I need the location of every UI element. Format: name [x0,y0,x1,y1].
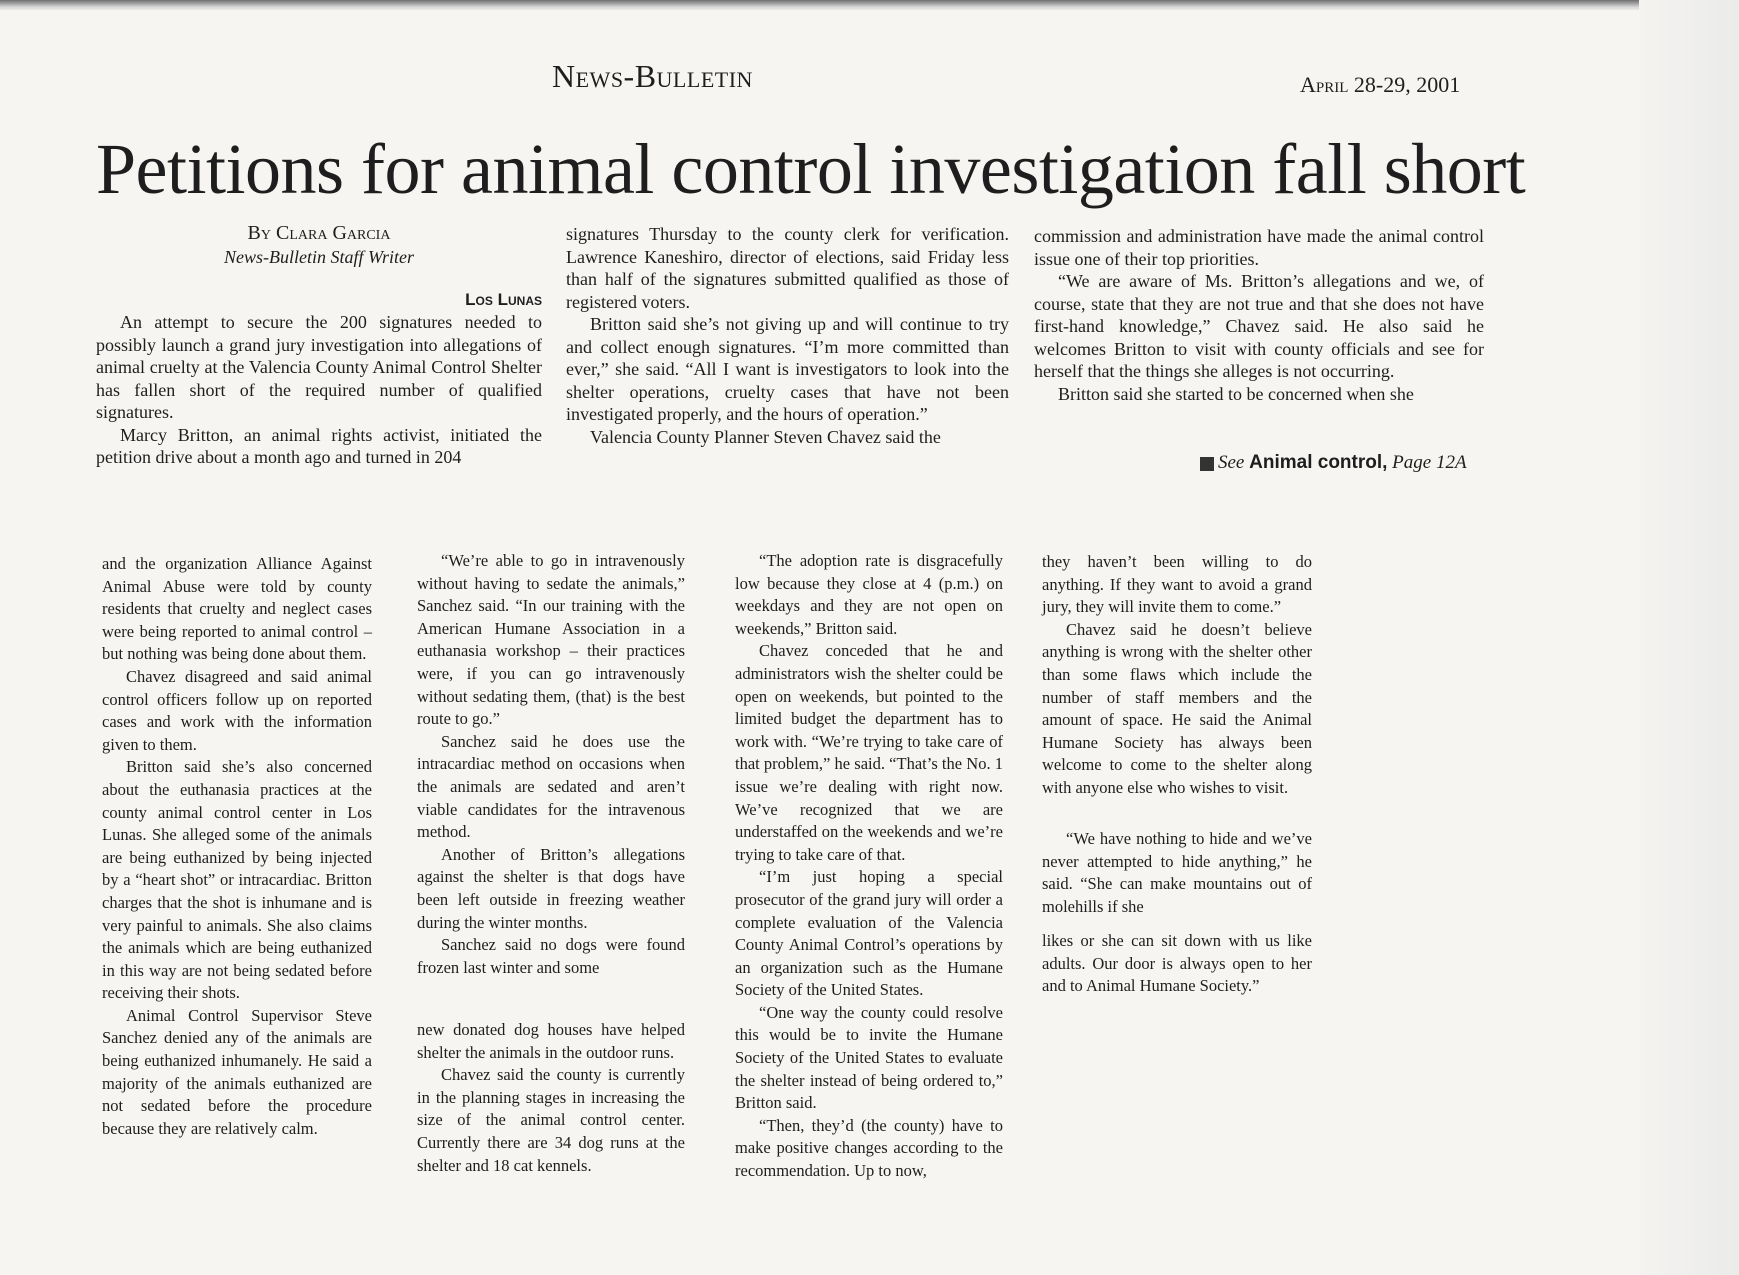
issue-date: April 28-29, 2001 [1300,72,1461,97]
lower-column-2-continued [417,1019,685,1177]
paragraph: “The adoption rate is disgracefully low because they close at 4 (p.m.) on weekdays and they are not open on weekends,” Britton said. [735,551,1003,638]
paragraph: they haven’t been willing to do anything. If they want to avoid a grand jury, they will invite them to come.” [1042,552,1312,617]
lower-column-4 [1042,551,1312,800]
paragraph: commission and administration have made the animal control issue one of their top priorities. [1034,226,1484,269]
paragraph: Chavez conceded that he and administrators wish the shelter could be open on weekends, but pointed to the limited budget the department has to work with. “We’re trying to take care of that problem,” he said. “That’s the No. 1 issue we’re dealing with right now. We’ve recognized that we are understaffed on the weekends and we’re trying to take care of that. [735,641,1003,864]
paragraph: new donated dog houses have helped shelter the animals in the outdoor runs. [417,1020,685,1062]
paragraph: “One way the county could resolve this would be to invite the Humane Society of the United States to evaluate the shelter instead of being ordered to,” Britton said. [735,1002,1003,1113]
paragraph: Chavez said the county is currently in the planning stages in increasing the size of the animal control center. Currently there are 34 dog runs at the shelter and 18 cat kennels. [417,1065,685,1175]
jump-page: Page 12A [1392,452,1467,473]
byline-name: By Clara Garcia [247,222,391,244]
jump-see: See [1218,452,1245,473]
paragraph: Animal Control Supervisor Steve Sanchez denied any of the animals are being euthanized inhumanely. He said a majority of the animals euthanized are not sedated before the procedure because they are relatively calm. [102,1005,372,1138]
lower-column-4-quote [1042,828,1312,918]
paragraph: Britton said she’s also concerned about the euthanasia practices at the county animal control center in Los Lunas. She alleged some of the animals are being euthanized by being injected by a “heart shot” or intracardiac. Britton charges that the shot is inhumane and is very painful to animals. She also claims the animals which are being euthanized in this way are not being sedated before receiving their shots. [102,757,372,1003]
headline: Petitions for animal control investigation fall short [96,129,1526,209]
masthead: News-Bulletin [552,58,753,94]
top-column-2 [566,223,1009,448]
jump-line [1200,452,1467,474]
paragraph: “I’m just hoping a special prosecutor of the grand jury will order a complete evaluation of the Valencia County Animal Control’s operations by an organization such as the Humane Society of the United States. [735,867,1003,1000]
byline [96,222,542,268]
lower-column-2 [417,550,685,979]
scan-right-margin [1639,0,1739,1275]
paragraph: Britton said she started to be concerned when she [1058,383,1414,404]
top-column-1 [96,311,542,469]
dateline-location: Los Lunas [465,290,542,309]
paragraph: “We have nothing to hide and we’ve never attempted to hide anything,” he said. “She can make mountains out of molehills if she [1042,829,1312,916]
paragraph: Sanchez said he does use the intracardiac method on occasions when the animals are sedated and aren’t viable candidates for the intravenous method. [417,731,685,842]
paragraph: “Then, they’d (the county) have to make positive changes according to the recommendation. Up to now, [735,1115,1003,1181]
paragraph: Valencia County Planner Steven Chavez said the [590,426,941,447]
paragraph: likes or she can sit down with us like adults. Our door is always open to her and to Animal Humane Society.” [1042,931,1312,996]
jump-marker-icon [1200,457,1214,471]
lower-column-3 [735,550,1003,1183]
paragraph: and the organization Alliance Against Animal Abuse were told by county residents that cruelty and neglect cases were being reported to animal control – but nothing was being done about them. [102,554,372,664]
jump-topic: Animal control, [1249,452,1388,473]
lower-column-1 [102,553,372,1140]
byline-title: News-Bulletin Staff Writer [224,247,414,267]
paragraph: Chavez said he doesn’t believe anything is wrong with the shelter other than some flaws which include the number of staff members and the amount of space. He said the Animal Humane Society has always been welcome to come to the shelter along with anyone else who wishes to visit. [1042,619,1312,797]
paragraph: Marcy Britton, an animal rights activist, initiated the petition drive about a month ago and turned in 204 [96,424,542,467]
paragraph: An attempt to secure the 200 signatures needed to possibly launch a grand jury investigation into allegations of animal cruelty at the Valencia County Animal Control Shelter has fallen short of the required number of qualified signatures. [96,312,542,422]
paragraph: “We are aware of Ms. Britton’s allegations and we, of course, state that they are not true and that she does not have first-hand knowledge,” Chavez said. He also said he welcomes Britton to visit with county officials and see for herself that the things she alleges is not occurring. [1034,271,1484,381]
paragraph: signatures Thursday to the county clerk for verification. Lawrence Kaneshiro, director of elections, said Friday less than half of the signatures submitted qualified as those of registered voters. [566,224,1009,312]
top-column-3 [1034,225,1484,405]
paragraph: Another of Britton’s allegations against the shelter is that dogs have been left outside in freezing weather during the winter months. [417,844,685,932]
paragraph: Chavez disagreed and said animal control officers follow up on reported cases and work with the information given to them. [102,666,372,754]
paragraph: “We’re able to go in intravenously without having to sedate the animals,” Sanchez said. “In our training with the American Humane Association in a euthanasia workshop – their practices were, if you can go intravenously without sedating them, (that) is the best route to go.” [417,551,685,729]
paragraph: Britton said she’s not giving up and will continue to try and collect enough signatures. “I’m more committed than ever,” she said. “All I want is investigators to look into the shelter operations, cruelty cases that have not been investigated properly, and the hours of operation.” [566,314,1009,424]
paragraph: Sanchez said no dogs were found frozen last winter and some [417,935,685,977]
lower-column-4-continued [1042,930,1312,998]
